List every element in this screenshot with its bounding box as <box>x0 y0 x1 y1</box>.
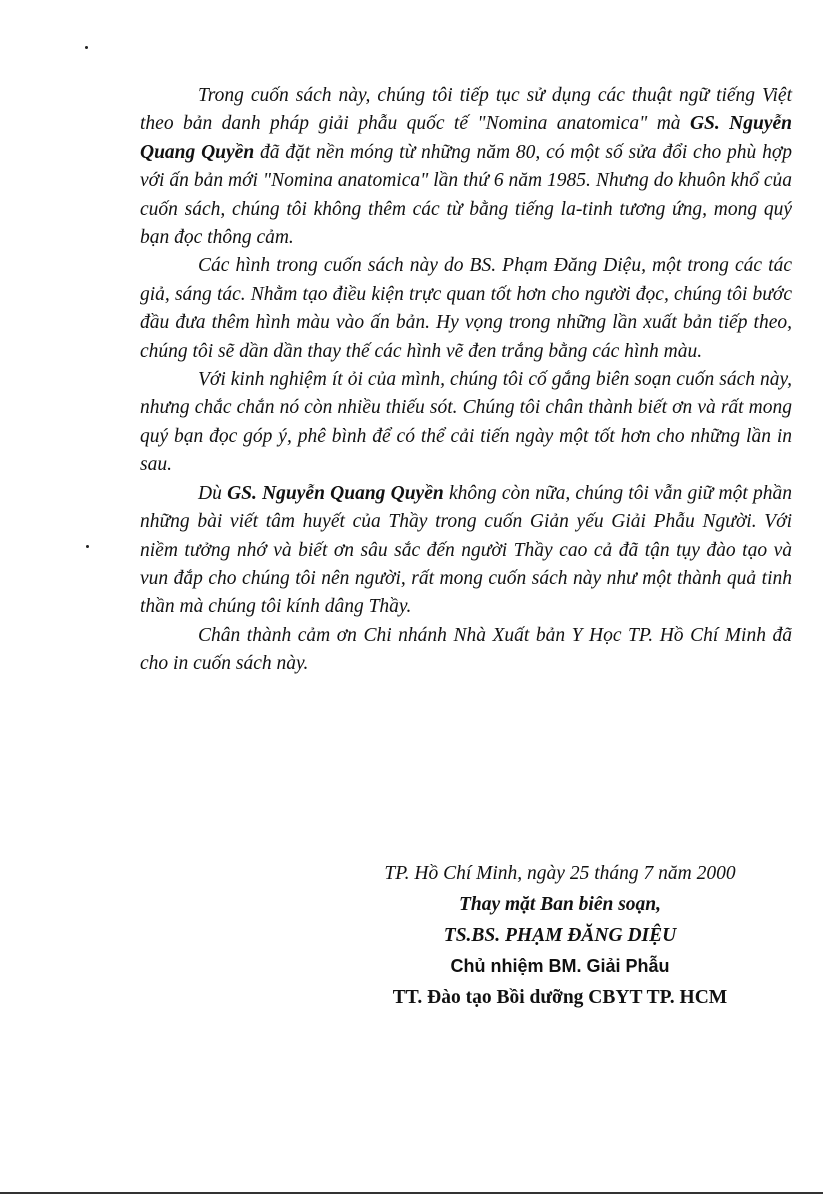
signature-organization: TT. Đào tạo Bồi dưỡng CBYT TP. HCM <box>392 987 728 1008</box>
paragraph-3: Với kinh nghiệm ít ỏi của mình, chúng tôi cố gắng biên soạn cuốn sách này, nhưng chắc chắn nó còn nhiều thiếu sót. Chúng tôi chân thành biết ơn và rất mong quý bạn đọc góp ý, phê bình để có thể cải tiến ngày một tốt hơn cho những lần in sau. <box>140 369 792 476</box>
page-bottom-edge <box>0 1192 823 1194</box>
paragraph-1-part-a: Trong cuốn sách này, chúng tôi tiếp tục sử dụng các thuật ngữ tiếng Việt theo bản danh pháp giải phẫu quốc tế "Nomina anatomica" mà <box>140 85 792 135</box>
paragraph-1 <box>140 82 792 252</box>
paragraph-4-part-b: không còn nữa, chúng tôi vẫn giữ một phần những bài viết tâm huyết của Thầy trong cuốn Giản yếu Giải Phẫu Người. Với niềm tưởng nhớ và biết ơn sâu sắc đến người Thầy cao cả đã tận tụy đào tạo và vun đắp cho chúng tôi nên người, rất mong cuốn sách này như một thành quả tinh thần mà chúng tôi kính dâng Thầy. <box>140 482 792 618</box>
signature-position: Chủ nhiệm BM. Giải Phẫu <box>450 956 670 976</box>
paragraph-4 <box>140 480 792 622</box>
scan-speck <box>85 46 88 49</box>
paragraph-2: Các hình trong cuốn sách này do BS. Phạm Đăng Diệu, một trong các tác giả, sáng tác. Nhằm tạo điều kiện trực quan tốt hơn cho người đọc, chúng tôi bước đầu đưa thêm hình màu vào ấn bản. Hy vọng trong những lần xuất bản tiếp theo, chúng tôi sẽ dần dần thay thế các hình vẽ đen trắng bằng các hình màu. <box>140 255 792 362</box>
author-name: GS. Nguyễn Quang Quyền <box>227 482 444 504</box>
signature-name: TS.BS. PHẠM ĐĂNG DIỆU <box>443 925 677 946</box>
signature-block <box>320 858 800 1013</box>
paragraph-5: Chân thành cảm ơn Chi nhánh Nhà Xuất bản Y Học TP. Hồ Chí Minh đã cho in cuốn sách này. <box>140 624 792 675</box>
paragraph-4-part-a: Dù <box>198 482 228 504</box>
signature-role: Thay mặt Ban biên soạn, <box>458 894 662 915</box>
signature-date: TP. Hồ Chí Minh, ngày 25 tháng 7 năm 2000 <box>384 863 736 884</box>
scan-speck <box>86 545 89 548</box>
paragraph-1-part-b: đã đặt nền móng từ những năm 80, có một số sửa đổi cho phù hợp với ấn bản mới "Nomina anatomica" lần thứ 6 năm 1985. Nhưng do khuôn khổ của cuốn sách, chúng tôi không thêm các từ bằng tiếng la-tinh tương ứng, mong quý bạn đọc thông cảm. <box>140 141 792 249</box>
preface-text <box>140 82 792 679</box>
author-name: GS. Nguyễn Quang Quyền <box>140 113 792 163</box>
